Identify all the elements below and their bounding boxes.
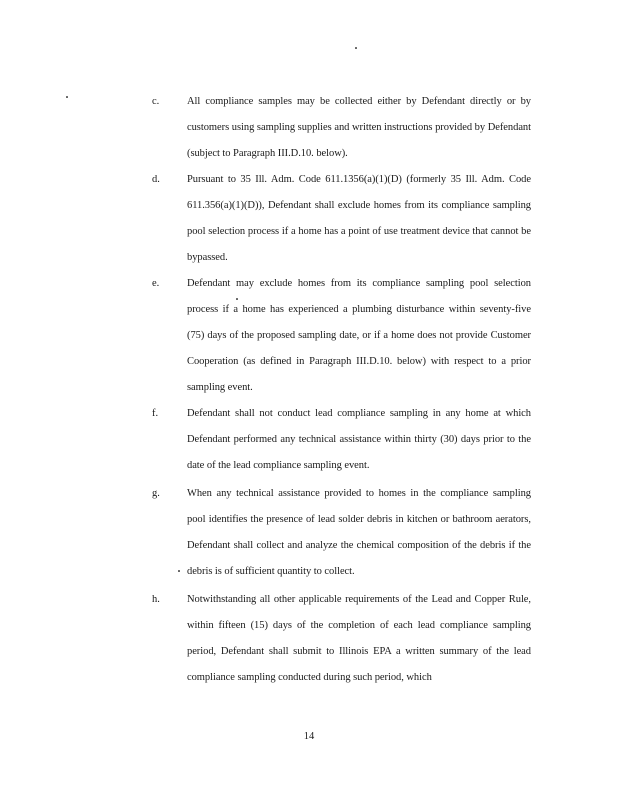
scan-speck (355, 47, 357, 49)
item-text: All compliance samples may be collected either by Defendant directly or by customers using sampling supplies and written instructions provided by Defendant (subject to Paragraph III.D.10. below). (187, 96, 531, 159)
item-text: When any technical assistance provided to homes in the compliance sampling pool identifies the presence of lead solder debris in kitchen or bathroom aerators, Defendant shall collect and analyze the chemical composition of the debris if the debris is of sufficient quantity to collect. (187, 488, 531, 577)
item-text: Defendant may exclude homes from its compliance sampling pool selection process if a home has experienced a plumbing disturbance within seventy-five (75) days of the proposed sampling date, or if a home does not provide Customer Cooperation (as defined in Paragraph III.D.10. below) with respect to a prior sampling event. (187, 278, 531, 393)
item-label: h. (152, 594, 160, 605)
item-text: Defendant shall not conduct lead compliance sampling in any home at which Defendant performed any technical assistance within thirty (30) days prior to the date of the lead compliance sampling event. (187, 408, 531, 471)
item-label: c. (152, 96, 160, 107)
item-label: g. (152, 488, 160, 499)
item-label: d. (152, 174, 160, 185)
item-label: e. (152, 278, 160, 289)
item-text: Notwithstanding all other applicable requirements of the Lead and Copper Rule, within fifteen (15) days of the completion of each lead compliance sampling period, Defendant shall submit to Illinois EPA a written summary of the lead compliance sampling conducted during such period, which (187, 594, 531, 683)
item-label: f. (152, 408, 159, 419)
scan-speck (66, 96, 68, 98)
scan-speck (178, 570, 180, 572)
item-text: Pursuant to 35 Ill. Adm. Code 611.1356(a)(1)(D) (formerly 35 Ill. Adm. Code 611.356(a)(1)(D)), Defendant shall exclude homes from its compliance sampling pool selection process if a home has a point of use treatment device that cannot be bypassed. (187, 174, 531, 263)
page-number: 14 (303, 731, 315, 742)
